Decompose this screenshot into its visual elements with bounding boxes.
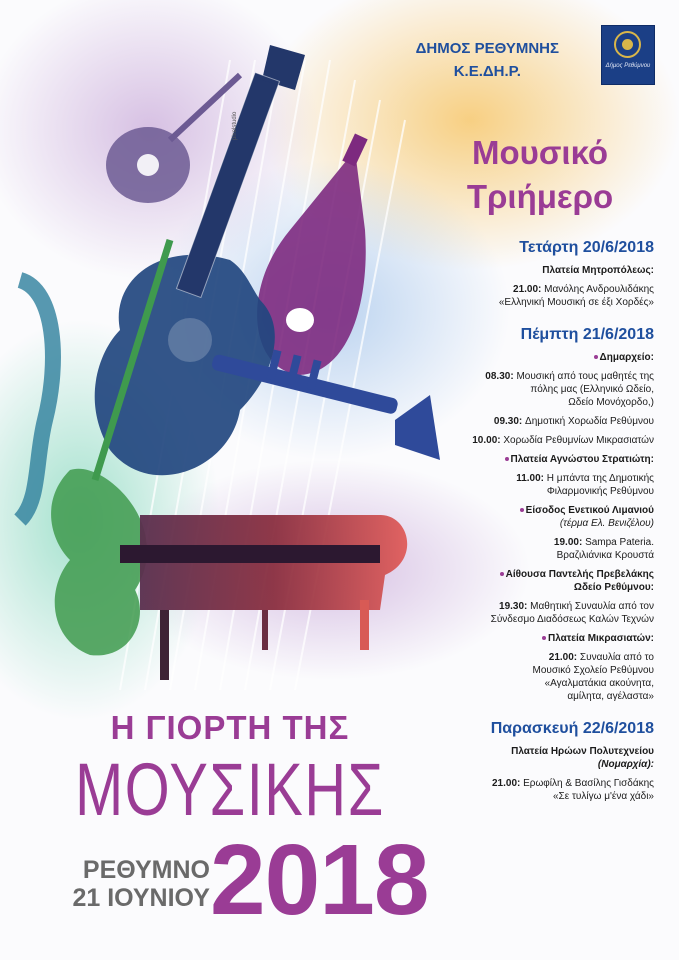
bullet-icon: [594, 355, 598, 359]
program-time: 21.00:: [548, 652, 580, 663]
program-text: Η μπάντα της Δημοτικής: [546, 473, 654, 484]
program-text: Ερωφίλη & Βασίλης Γισδάκης: [523, 778, 654, 789]
program-time: 19.00:: [553, 537, 586, 548]
program-text: Μαθητική Συναυλία από τον: [530, 601, 654, 612]
venue-name: [404, 504, 654, 517]
venue-name-text: Ωδείο Ρεθύμνου:: [573, 582, 654, 593]
program-text: Ωδείο Μονόχορδο,): [568, 397, 654, 408]
program-text: πόλης μας (Ελληνικό Ωδείο,: [530, 384, 654, 395]
program-time: 11.00:: [516, 473, 547, 484]
designer-credit: pixelstudio: [232, 111, 238, 140]
program-text: Συναυλία από το: [579, 652, 654, 663]
venue-name: [404, 568, 654, 594]
festival-title-line2: ΜΟΥΣΙΚΗΣ: [75, 748, 385, 831]
bullet-icon: [505, 457, 509, 461]
program-item: [404, 370, 654, 409]
program-item: [404, 600, 654, 626]
program-text: Δημοτική Χορωδία Ρεθύμνου: [525, 416, 654, 427]
venue-name-text: Αίθουσα Παντελής Πρεβελάκης: [505, 569, 654, 580]
event-title: [420, 131, 660, 219]
program-text: «Ελληνική Μουσική σε έξι Χορδές»: [498, 297, 654, 308]
venue-name-text: Δημαρχείο:: [599, 352, 654, 363]
program-time: 21.00:: [513, 284, 545, 295]
festival-date: 21 ΙΟΥΝΙΟΥ: [72, 884, 210, 912]
municipality-logo: [601, 25, 655, 85]
program-item: [404, 777, 654, 803]
bullet-icon: [500, 572, 504, 576]
festival-year: 2018: [210, 824, 429, 936]
emblem-icon: [614, 31, 641, 58]
day-block: [404, 325, 654, 703]
venue-name-text: Πλατεία Αγνώστου Στρατιώτη:: [510, 454, 654, 465]
program-item: [404, 472, 654, 498]
venue-name: [404, 453, 654, 466]
program-time: 19.30:: [499, 601, 531, 612]
venue-name: [404, 351, 654, 364]
venue-name: [404, 745, 654, 758]
program-time: 09.30:: [493, 416, 526, 427]
day-heading: Τετάρτη 20/6/2018: [519, 239, 654, 256]
venue-name-text: Πλατεία Μικρασιατών:: [547, 633, 654, 644]
program-item: [404, 415, 654, 428]
venue-name: [404, 264, 654, 277]
venue-name-text: Είσοδος Ενετικού Λιμανιού: [525, 505, 654, 516]
program-text: Μουσική από τους μαθητές της: [516, 371, 654, 382]
program-time: 21.00:: [491, 778, 524, 789]
event-title-line2: Τριήμερο: [466, 178, 614, 215]
venue-name-text: Πλατεία Μητροπόλεως:: [542, 265, 654, 276]
program-text: «Αγαλματάκια ακούνητα,: [544, 678, 654, 689]
logo-caption: Δήμος Ρεθύμνου: [605, 63, 651, 69]
venue-name-text: Πλατεία Ηρώων Πολυτεχνείου: [511, 746, 654, 757]
program-text: «Σε τυλίγω μ'ένα χάδι»: [552, 791, 654, 802]
event-title-line1: Μουσικό: [471, 134, 609, 171]
municipality-name: ΔΗΜΟΣ ΡΕΘΥΜΝΗΣ: [415, 40, 559, 57]
program-text: Βραζιλιάνικα Κρουστά: [556, 550, 654, 561]
program-time: 08.30:: [485, 371, 517, 382]
program-text: αμίλητα, αγέλαστα»: [567, 691, 654, 702]
program-item: [404, 434, 654, 447]
program-text: Φιλαρμονικής Ρεθύμνου: [546, 486, 654, 497]
program-text: Χορωδία Ρεθυμνίων Μικρασιατών: [503, 435, 654, 446]
venue-name: [404, 632, 654, 645]
program-item: [404, 536, 654, 562]
program-time: 10.00:: [472, 435, 504, 446]
program-text: Μανόλης Ανδρουλιδάκης: [544, 284, 654, 295]
venue-subtitle: (Νομαρχία):: [597, 759, 654, 770]
festival-title-line1: Η ΓΙΟΡΤΗ ΤΗΣ: [110, 709, 350, 746]
city-name: ΡΕΘΥΜΝΟ: [82, 856, 210, 884]
organization-name: Κ.Ε.ΔΗ.Ρ.: [453, 63, 521, 80]
day-heading: Πέμπτη 21/6/2018: [520, 326, 654, 343]
bullet-icon: [542, 636, 546, 640]
program-text: Σύνδεσμο Διαδόσεως Καλών Τεχνών: [490, 614, 654, 625]
program-text: Μουσικό Σχολείο Ρεθύμνου: [532, 665, 654, 676]
bullet-icon: [520, 508, 524, 512]
municipality-header: [416, 37, 559, 83]
program-item: [404, 283, 654, 309]
program-text: Sampa Pateria.: [585, 537, 654, 548]
day-heading: Παρασκευή 22/6/2018: [490, 720, 654, 737]
program-item: [404, 651, 654, 703]
program-schedule: [404, 238, 654, 819]
day-block: [404, 719, 654, 803]
venue-subtitle: (τέρμα Ελ. Βενιζέλου): [559, 518, 654, 529]
day-block: [404, 238, 654, 309]
festival-title: [30, 708, 430, 830]
